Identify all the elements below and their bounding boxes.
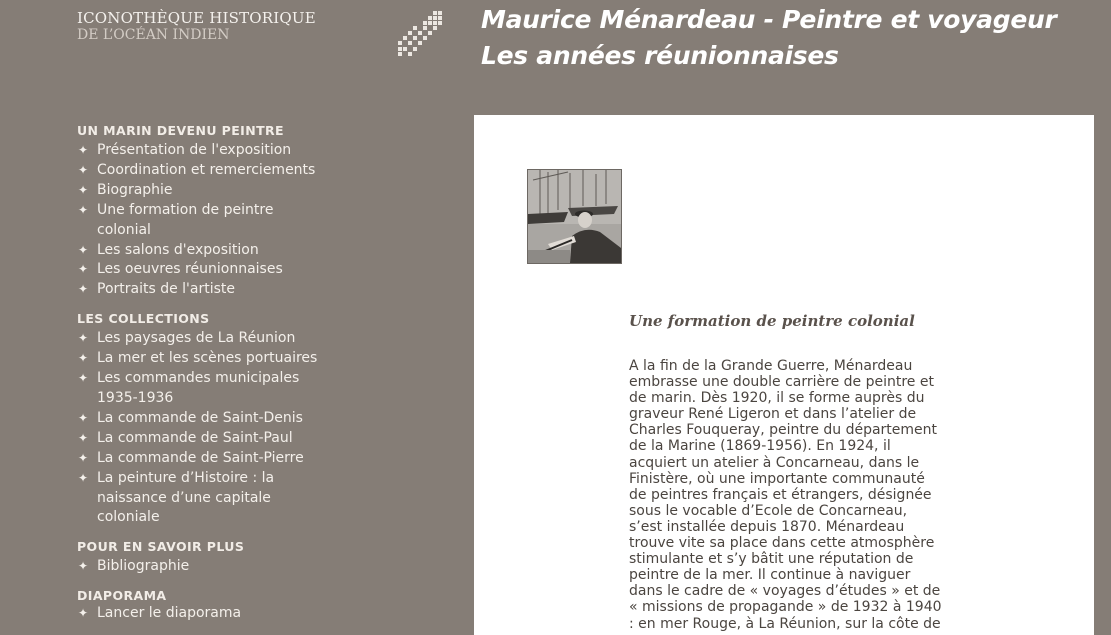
nav-item-saint-pierre[interactable] (77, 449, 327, 469)
nav-item-saint-paul[interactable] (77, 429, 327, 449)
star-bullet-icon: ✦ (78, 606, 89, 621)
nav-item-label: Présentation de l'exposition (97, 142, 292, 158)
nav-item-label: La commande de Saint-Paul (97, 429, 293, 446)
section-title: LES COLLECTIONS (77, 311, 210, 327)
star-bullet-icon: ✦ (78, 143, 89, 157)
nav-list (77, 604, 327, 624)
page-title (481, 2, 1057, 74)
nav-item-label: La commande de Saint-Denis (97, 409, 303, 426)
nav-item-label: La commande de Saint-Pierre (97, 449, 304, 466)
star-bullet-icon: ✦ (78, 559, 89, 574)
page-title-line-2: Les années réunionnaises (481, 41, 839, 70)
nav-item-label: Les oeuvres réunionnaises (97, 261, 283, 278)
nav-item-saint-denis[interactable] (77, 409, 327, 429)
page-title-line-1: Maurice Ménardeau - Peintre et voyageur (481, 5, 1057, 34)
nav-item-label: Les paysages de La Réunion (97, 330, 296, 347)
nav-item-diaporama[interactable] (77, 604, 327, 624)
sidebar-section-diaporama (77, 587, 327, 624)
star-bullet-icon: ✦ (78, 242, 89, 257)
nav-list (77, 557, 327, 577)
logo-dots-icon (397, 11, 443, 57)
star-bullet-icon: ✦ (78, 262, 89, 277)
nav-item-portraits[interactable] (77, 280, 327, 300)
nav-item-formation[interactable] (77, 201, 327, 241)
artist-photo-thumbnail[interactable] (527, 169, 622, 264)
nav-item-label: Lancer le diaporama (97, 605, 242, 622)
star-bullet-icon: ✦ (78, 450, 89, 465)
star-bullet-icon: ✦ (78, 202, 89, 217)
nav-item-label: Portraits de l'artiste (97, 281, 236, 298)
nav-item-label: Coordination et remerciements (97, 161, 316, 178)
star-bullet-icon: ✦ (78, 430, 89, 445)
star-bullet-icon: ✦ (78, 282, 89, 297)
nav-item-paysages[interactable] (77, 329, 327, 349)
nav-item-label: Les salons d'exposition (97, 241, 259, 258)
nav-item-label: Les commandes municipales 1935-1936 (97, 370, 300, 406)
sidebar-section-collections (77, 310, 327, 528)
nav-item-coordination[interactable] (77, 161, 327, 181)
section-title: POUR EN SAVOIR PLUS (77, 539, 245, 555)
section-title: UN MARIN DEVENU PEINTRE (77, 123, 284, 138)
article-title: Une formation de peintre colonial (629, 312, 915, 330)
star-bullet-icon: ✦ (78, 162, 89, 177)
section-title: DIAPORAMA (77, 588, 167, 604)
star-bullet-icon: ✦ (78, 331, 89, 346)
nav-item-label: Bibliographie (97, 558, 190, 575)
nav-item-label: La mer et les scènes portuaires (97, 350, 318, 367)
nav-item-biographie[interactable] (77, 181, 327, 201)
nav-item-oeuvres[interactable] (77, 260, 327, 280)
logo-line-2: DE L’OCÉAN INDIEN (77, 27, 230, 43)
nav-list (77, 141, 327, 300)
nav-item-peinture-histoire[interactable] (77, 469, 327, 529)
site-logo[interactable] (77, 9, 316, 43)
nav-item-label: Une formation de peintre colonial (97, 201, 274, 238)
star-bullet-icon: ✦ (78, 470, 89, 485)
sidebar-nav (77, 122, 327, 634)
sidebar-section-savoir-plus (77, 538, 327, 577)
nav-item-label: Biographie (97, 181, 173, 198)
article-body: A la fin de la Grande Guerre, Ménardeau embrasse une double carrière de peintre et de marin. Dès 1920, il se forme auprès du graveur René Ligeron et dans l’atelier de Charles Fouqueray, peintre du département de la Marine (1869-1956). En 1924, il acquiert un atelier à Concarneau, dans le Finistère, où une importante communauté de peintres français et étrangers, désignée sous le vocable d’Ecole de Concarneau, s’est installée depuis 1870. Ménardeau trouve vite sa place dans cette atmosphère stimulante et s’y bâtit une réputation de peintre de la mer. Il continue à naviguer dans le cadre de « voyages d’études » et de « missions de propagande » de 1932 à 1940 : en mer Rouge, à La Réunion, sur la côte de (629, 358, 942, 632)
nav-item-label: La peinture d’Histoire : la naissance d’une capitale coloniale (97, 469, 275, 526)
nav-item-mer[interactable] (77, 349, 327, 369)
star-bullet-icon: ✦ (78, 182, 89, 197)
nav-item-presentation[interactable] (77, 141, 327, 161)
content-panel (474, 115, 1094, 635)
logo-line-1: ICONOTHÈQUE HISTORIQUE (77, 9, 316, 27)
sidebar-section-marin (77, 122, 327, 300)
star-bullet-icon: ✦ (78, 410, 89, 425)
nav-item-bibliographie[interactable] (77, 557, 327, 577)
star-bullet-icon: ✦ (78, 351, 89, 366)
nav-item-commandes[interactable] (77, 369, 327, 409)
nav-item-salons[interactable] (77, 241, 327, 261)
star-bullet-icon: ✦ (78, 371, 89, 386)
nav-list (77, 329, 327, 528)
